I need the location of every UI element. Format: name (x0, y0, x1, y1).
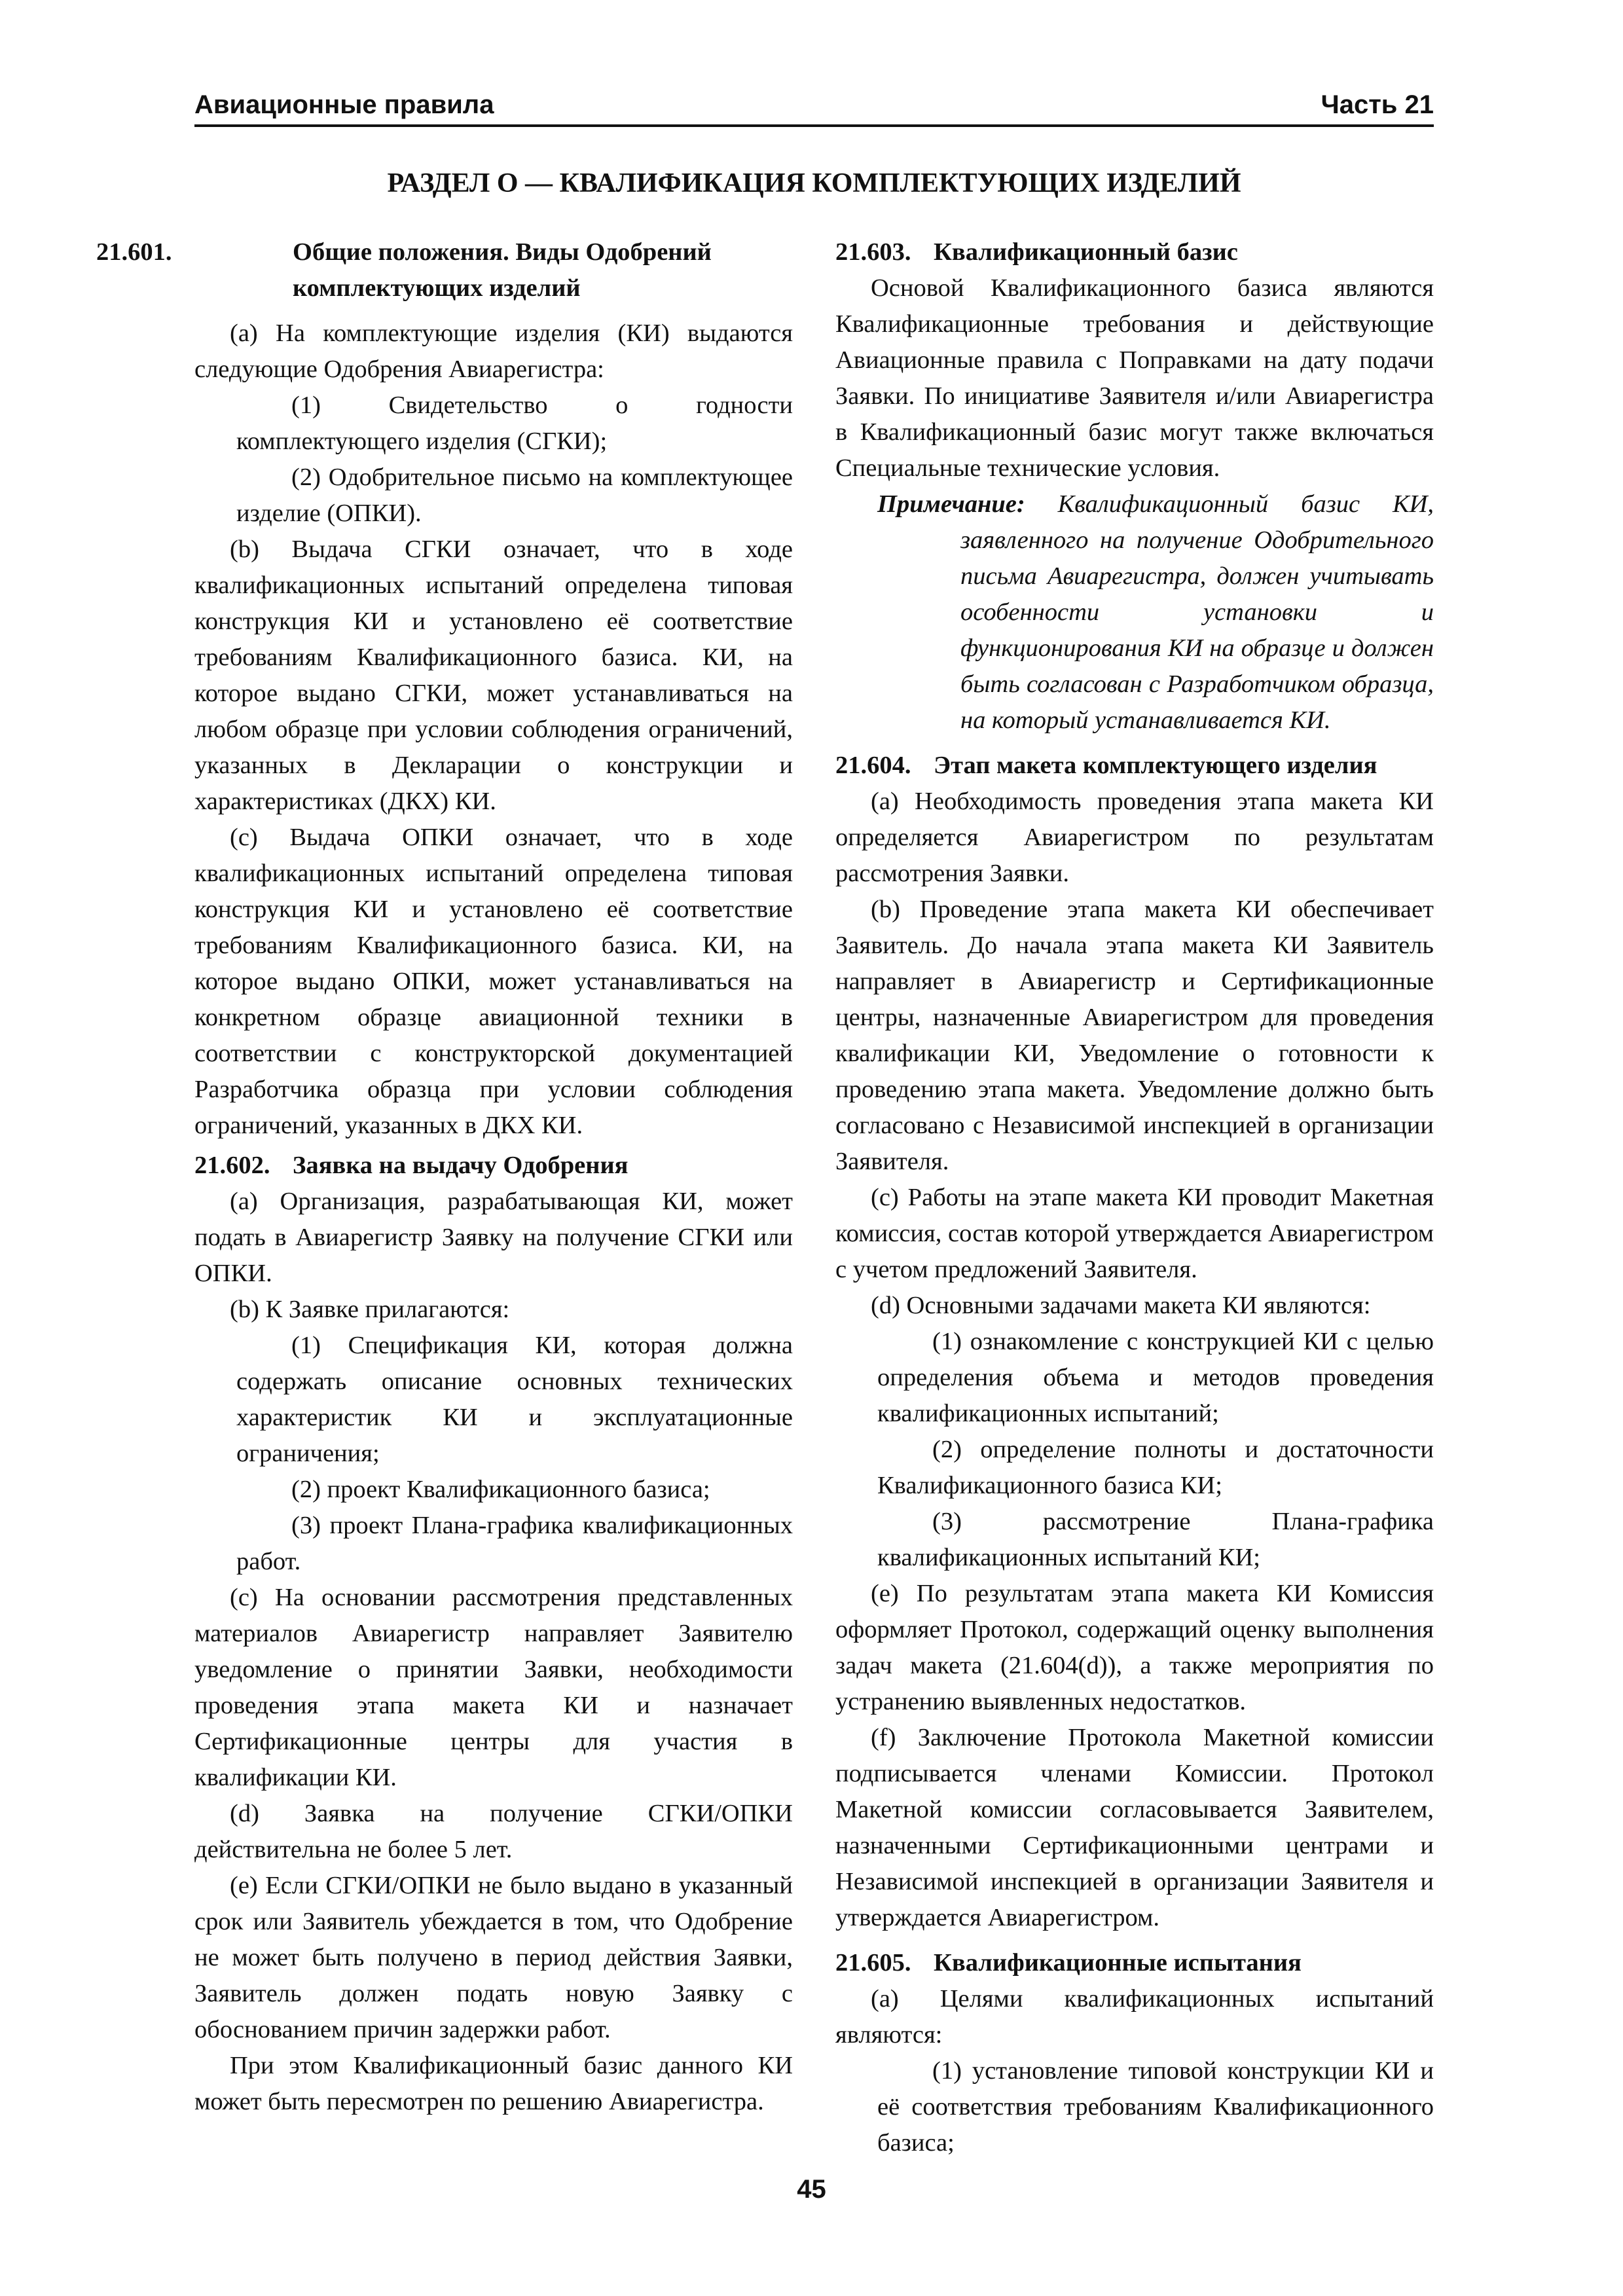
paragraph-604-e: (e) По результатам этапа макета КИ Комиссия оформляет Протокол, содержащий оценку выполнения задач макета (21.604(d)), а также мероприятия по устранению выявленных недостатков. (835, 1580, 1434, 1715)
paragraph-602-a: (a) Организация, разрабатывающая КИ, может подать в Авиарегистр Заявку на получение СГКИ или ОПКИ. (194, 1188, 793, 1287)
heading-number: 21.603. (835, 238, 911, 266)
paragraph-605-a: (a) Целями квалификационных испытаний являются: (835, 1985, 1434, 2049)
paragraph-604-d3: (3) рассмотрение Плана-графика квалификационных испытаний КИ; (877, 1508, 1434, 1571)
heading-21-603 (835, 234, 1434, 270)
paragraph-602-b: (b) К Заявке прилагаются: (230, 1296, 510, 1323)
paragraph-602-c: (c) На основании рассмотрения представленных материалов Авиарегистр направляет Заявителю уведомление о принятии Заявки, необходимости проведения этапа макета КИ и назначает Сертификационные центры для участия в квалификации КИ. (194, 1584, 793, 1791)
heading-number: 21.602. (194, 1152, 270, 1179)
paragraph-602-e: (e) Если СГКИ/ОПКИ не было выдано в указанный срок или Заявитель убеждается в том, что Одобрение не может быть получено в период действия Заявки, Заявитель должен подать новую Заявку с обоснованием причин задержки работ. (194, 1872, 793, 2043)
paragraph-605-a1: (1) установление типовой конструкции КИ и её соответствия требованиям Квалификационного базиса; (877, 2057, 1434, 2157)
header-rule (194, 124, 1434, 127)
paragraph-602-b3: (3) проект Плана-графика квалификационных работ. (236, 1512, 793, 1575)
heading-title: Квалификационный базис (934, 238, 1238, 266)
paragraph-604-d1: (1) ознакомление с конструкцией КИ с целью определения объема и методов проведения квалификационных испытаний; (877, 1328, 1434, 1427)
note-603 (835, 486, 1434, 738)
paragraph-601-c: (c) Выдача ОПКИ означает, что в ходе квалификационных испытаний определена типовая конструкция КИ и установлено её соответствие требованиям Квалификационного базиса. КИ, на которое выдано ОПКИ, может устанавливаться на конкретном образце авиационной техники в соответствии с конструкторской документацией Разработчика образца при условии соблюдения ограничений, указанных в ДКХ КИ. (194, 824, 793, 1139)
heading-title: Квалификационные испытания (934, 1949, 1302, 1977)
paragraph-604-b: (b) Проведение этапа макета КИ обеспечивает Заявитель. До начала этапа макета КИ Заявитель направляет в Авиарегистр и Сертификационные центры, назначенные Авиарегистром для проведения квалификации КИ, Уведомление о готовности к проведению этапа макета. Уведомление должно быть согласовано с Независимой инспекцией в организации Заявителя. (835, 896, 1434, 1175)
heading-number: 21.601. (96, 238, 172, 266)
right-column (835, 234, 1434, 2161)
paragraph-601-b: (b) Выдача СГКИ означает, что в ходе квалификационных испытаний определена типовая конструкция КИ и установлено её соответствие требованиям Квалификационного базиса. КИ, на которое выдано СГКИ, может устанавливаться на любом образце при условии соблюдения ограничений, указанных в Декларации о конструкции и характеристиках (ДКХ) КИ. (194, 536, 793, 815)
section-title: РАЗДЕЛ О — КВАЛИФИКАЦИЯ КОМПЛЕКТУЮЩИХ ИЗДЕЛИЙ (387, 168, 1241, 198)
paragraph-602-d: (d) Заявка на получение СГКИ/ОПКИ действительна не более 5 лет. (194, 1800, 793, 1863)
heading-number: 21.605. (835, 1949, 911, 1977)
paragraph-604-d2: (2) определение полноты и достаточности Квалификационного базиса КИ; (877, 1436, 1434, 1499)
heading-21-601 (96, 234, 793, 306)
paragraph-602-b1: (1) Спецификация КИ, которая должна содержать описание основных технических характеристик КИ и эксплуатационные ограничения; (236, 1332, 793, 1467)
running-header-right: Часть 21 (1321, 90, 1434, 119)
heading-title: Этап макета комплектующего изделия (934, 752, 1377, 779)
paragraph-604-c: (c) Работы на этапе макета КИ проводит Макетная комиссия, состав которой утверждается Авиарегистром с учетом предложений Заявителя. (835, 1184, 1434, 1283)
heading-number: 21.604. (835, 752, 911, 779)
heading-title: Заявка на выдачу Одобрения (293, 1152, 629, 1179)
paragraph-604-a: (a) Необходимость проведения этапа макета КИ определяется Авиарегистром по результатам рассмотрения Заявки. (835, 788, 1434, 887)
heading-21-602 (194, 1148, 793, 1184)
paragraph-602-b2: (2) проект Квалификационного базиса; (291, 1476, 710, 1503)
paragraph-604-d: (d) Основными задачами макета КИ являются: (871, 1292, 1371, 1319)
heading-21-605 (835, 1945, 1434, 1981)
note-text: Квалификационный базис КИ, заявленного на получение Одобрительного письма Авиарегистра, должен учитывать особенности установки и функционирования КИ на образце и должен быть согласован с Разработчиком образца, на который устанавливается КИ. (960, 490, 1434, 734)
note-label: Примечание: (877, 490, 1025, 518)
running-header-left: Авиационные правила (194, 90, 494, 119)
heading-21-604 (835, 748, 1434, 784)
left-column (96, 234, 793, 2120)
heading-title: Общие положения. Виды Одобрений комплектующих изделий (293, 238, 712, 302)
paragraph-601-a2: (2) Одобрительное письмо на комплектующее изделие (ОПКИ). (236, 464, 793, 527)
paragraph-601-a1: (1) Свидетельство о годности комплектующего изделия (СГКИ); (236, 392, 793, 455)
paragraph-604-f: (f) Заключение Протокола Макетной комиссии подписывается членами Комиссии. Протокол Макетной комиссии согласовывается Заявителем, назначенными Сертификационными центрами и Независимой инспекцией в организации Заявителя и утверждается Авиарегистром. (835, 1724, 1434, 1931)
paragraph-601-a: (a) На комплектующие изделия (КИ) выдаются следующие Одобрения Авиарегистра: (194, 319, 793, 383)
page-number: 45 (797, 2175, 826, 2204)
paragraph-602-f: При этом Квалификационный базис данного КИ может быть пересмотрен по решению Авиарегистра. (194, 2052, 793, 2115)
paragraph-603: Основой Квалификационного базиса являются Квалификационные требования и действующие Авиационные правила с Поправками на дату подачи Заявки. По инициативе Заявителя и/или Авиарегистра в Квалификационный базис могут также включаться Специальные технические условия. (835, 274, 1434, 482)
